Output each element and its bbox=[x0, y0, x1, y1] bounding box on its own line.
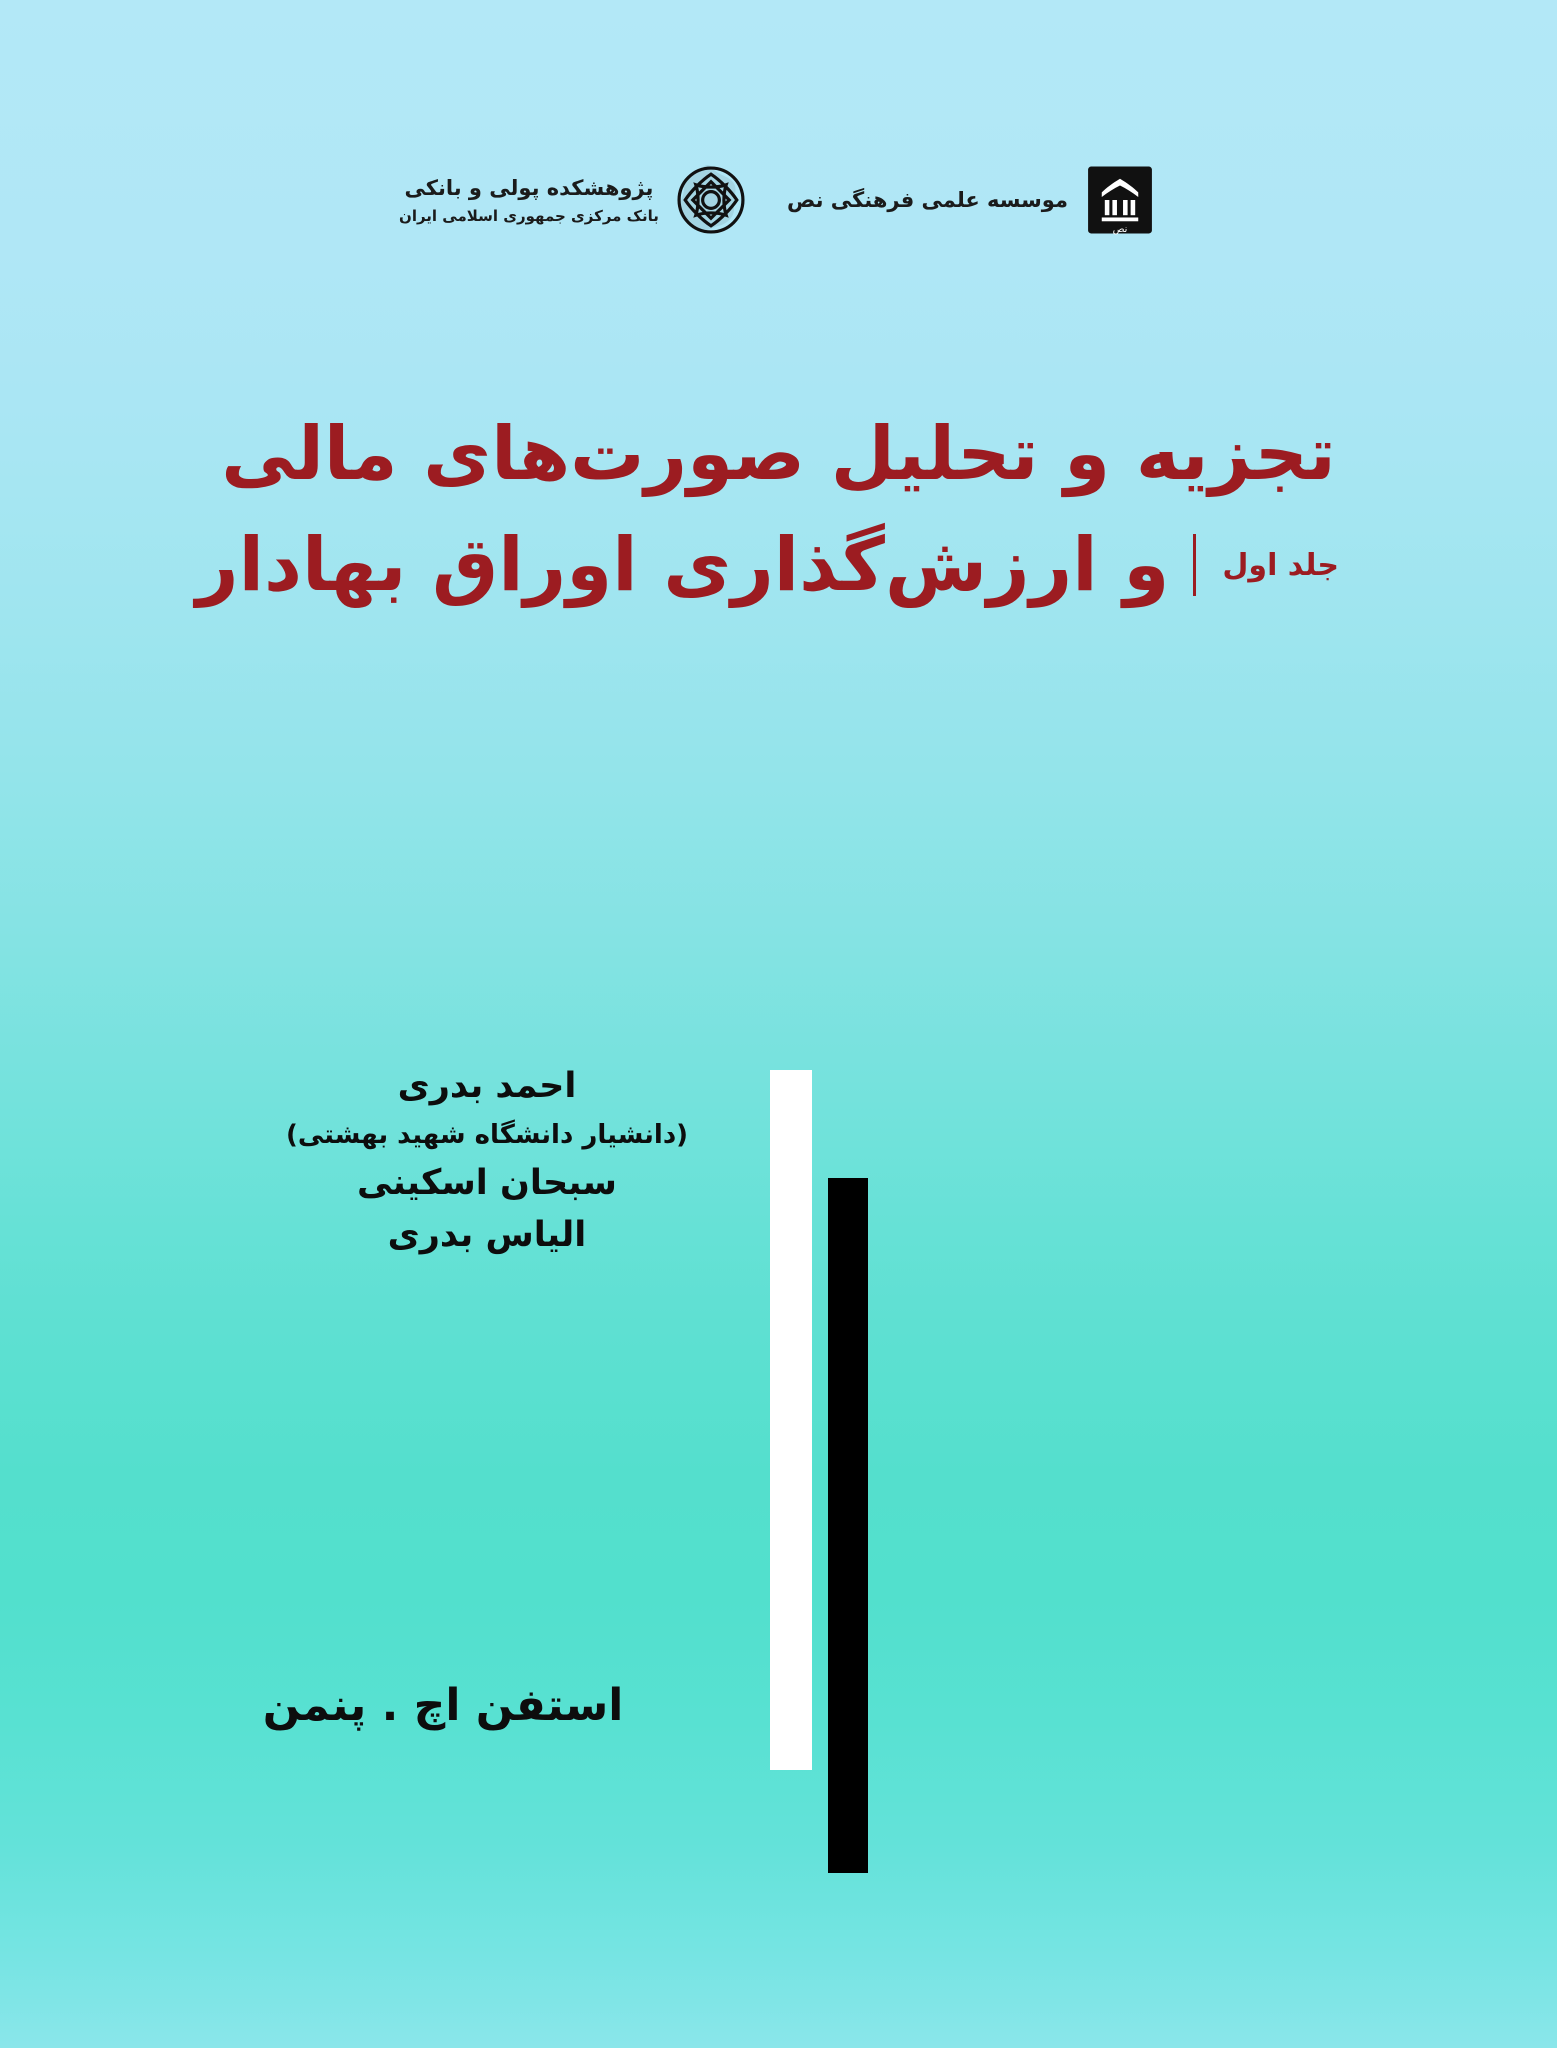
book-title-line-2-row bbox=[0, 519, 1557, 612]
nass-book-logo-icon bbox=[1082, 162, 1158, 238]
volume-label: جلد اول bbox=[1222, 547, 1339, 583]
rosette-knot-logo-icon bbox=[673, 162, 749, 238]
translators-block bbox=[247, 1060, 727, 1262]
svg-text:نص: نص bbox=[1112, 223, 1128, 235]
black-vertical-bar bbox=[828, 1178, 868, 1873]
translator-name-1: احمد بدری bbox=[397, 1066, 577, 1106]
publisher-name-line1: موسسه علمی فرهنگی نص bbox=[786, 187, 1068, 212]
publisher-block-monetary-institute bbox=[399, 162, 749, 238]
logo-row-gap bbox=[749, 200, 787, 201]
publisher-logo-row bbox=[0, 140, 1557, 260]
publisher-name-line1: پژوهشکده پولی و بانکی bbox=[404, 176, 654, 201]
volume-divider bbox=[1193, 534, 1196, 596]
author-name: استفن اچ . پنمن bbox=[262, 1680, 624, 1731]
translator-name-2: سبحان اسکینی bbox=[357, 1162, 617, 1203]
book-title-line-2: و ارزش‌گذاری اوراق بهادار bbox=[196, 521, 1170, 608]
translator-name-3: الیاس بدری bbox=[387, 1215, 587, 1256]
white-vertical-bar bbox=[770, 1070, 812, 1770]
publisher-name-nass bbox=[787, 184, 1068, 217]
title-block bbox=[0, 405, 1557, 611]
publisher-name-monetary bbox=[399, 172, 659, 228]
translator-affiliation-1: (دانشیار دانشگاه شهید بهشتی) bbox=[285, 1119, 689, 1150]
book-title-line-1: تجزیه و تحلیل صورت‌های مالی bbox=[221, 411, 1336, 497]
publisher-name-line2: بانک مرکزی جمهوری اسلامی ایران bbox=[399, 206, 659, 225]
publisher-block-nass bbox=[787, 162, 1158, 238]
